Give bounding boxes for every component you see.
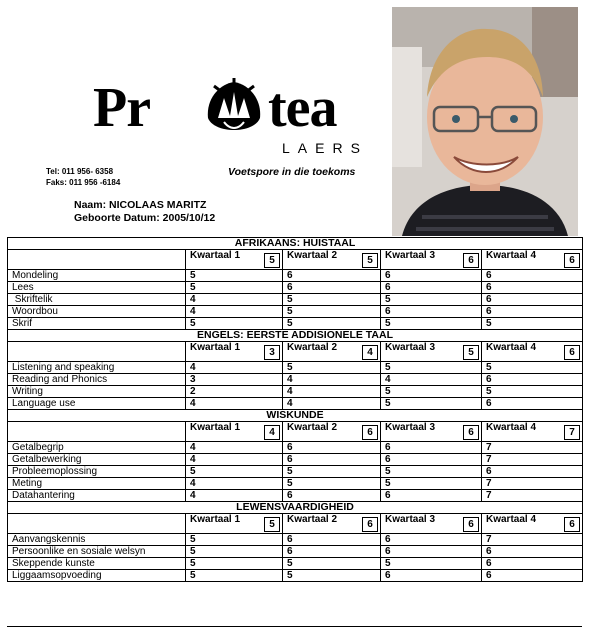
subject-row xyxy=(8,306,583,318)
quarter-score-box: 6 xyxy=(564,253,580,268)
quarter-score-box: 5 xyxy=(463,345,479,360)
quarter-label: Kwartaal 2 xyxy=(287,250,338,261)
header-blank-cell xyxy=(8,250,186,270)
mark-cell: 5 xyxy=(381,466,482,478)
quarter-label: Kwartaal 4 xyxy=(486,422,537,433)
school-subtitle: LAERS xyxy=(282,140,368,156)
mark-cell: 5 xyxy=(186,570,283,582)
quarter-header-cell xyxy=(283,514,381,534)
mark-cell: 5 xyxy=(381,318,482,330)
quarter-header-cell xyxy=(381,514,482,534)
mark-cell: 5 xyxy=(283,478,381,490)
mark-cell: 4 xyxy=(186,306,283,318)
subject-name: Reading and Phonics xyxy=(8,374,186,386)
mark-cell: 4 xyxy=(186,490,283,502)
mark-cell: 6 xyxy=(283,282,381,294)
subject-row xyxy=(8,490,583,502)
subject-row xyxy=(8,442,583,454)
mark-cell: 7 xyxy=(482,490,583,502)
fax-number: Faks: 011 956 -6184 xyxy=(46,178,121,187)
quarter-header-cell xyxy=(381,342,482,362)
mark-cell: 7 xyxy=(482,442,583,454)
quarter-header-cell xyxy=(186,250,283,270)
subject-name: Getalbegrip xyxy=(8,442,186,454)
subject-row xyxy=(8,454,583,466)
subject-row xyxy=(8,362,583,374)
mark-cell: 6 xyxy=(482,398,583,410)
section-title: LEWENSVAARDIGHEID xyxy=(8,502,583,514)
mark-cell: 5 xyxy=(381,294,482,306)
student-name: Naam: NICOLAAS MARITZ xyxy=(74,199,207,211)
student-portrait-image xyxy=(392,7,578,236)
quarter-score-box: 6 xyxy=(564,345,580,360)
quarter-header-row xyxy=(8,250,583,270)
mark-cell: 6 xyxy=(482,558,583,570)
subject-name: Skriftelik xyxy=(8,294,186,306)
mark-cell: 6 xyxy=(381,282,482,294)
mark-cell: 6 xyxy=(482,546,583,558)
quarter-label: Kwartaal 3 xyxy=(385,250,436,261)
subject-row xyxy=(8,478,583,490)
student-photo xyxy=(392,7,578,236)
quarter-header-row xyxy=(8,422,583,442)
quarter-header-cell xyxy=(186,514,283,534)
mark-cell: 5 xyxy=(283,466,381,478)
mark-cell: 6 xyxy=(283,546,381,558)
quarter-header-cell xyxy=(482,342,583,362)
quarter-score-box: 6 xyxy=(362,425,378,440)
mark-cell: 6 xyxy=(381,306,482,318)
mark-cell: 6 xyxy=(482,294,583,306)
mark-cell: 4 xyxy=(186,398,283,410)
mark-cell: 5 xyxy=(283,306,381,318)
subject-name: Persoonlike en sosiale welsyn xyxy=(8,546,186,558)
quarter-label: Kwartaal 2 xyxy=(287,342,338,353)
subject-row xyxy=(8,294,583,306)
subject-name: Liggaamsopvoeding xyxy=(8,570,186,582)
mark-cell: 5 xyxy=(482,362,583,374)
section-title-row xyxy=(8,330,583,342)
subject-row xyxy=(8,558,583,570)
header-blank-cell xyxy=(8,422,186,442)
subject-name: Probleemoplossing xyxy=(8,466,186,478)
mark-cell: 6 xyxy=(381,454,482,466)
subject-name: Listening and speaking xyxy=(8,362,186,374)
subject-name: Meting xyxy=(8,478,186,490)
subject-name: Language use xyxy=(8,398,186,410)
mark-cell: 5 xyxy=(381,362,482,374)
mark-cell: 6 xyxy=(381,570,482,582)
mark-cell: 6 xyxy=(283,442,381,454)
header-blank-cell xyxy=(8,514,186,534)
quarter-header-cell xyxy=(186,422,283,442)
mark-cell: 7 xyxy=(482,454,583,466)
subject-row xyxy=(8,386,583,398)
quarter-label: Kwartaal 4 xyxy=(486,342,537,353)
quarter-label: Kwartaal 1 xyxy=(190,422,241,433)
mark-cell: 5 xyxy=(381,558,482,570)
subject-row xyxy=(8,282,583,294)
mark-cell: 2 xyxy=(186,386,283,398)
mark-cell: 5 xyxy=(283,558,381,570)
quarter-header-cell xyxy=(283,422,381,442)
mark-cell: 6 xyxy=(381,534,482,546)
quarter-score-box: 6 xyxy=(463,517,479,532)
mark-cell: 5 xyxy=(381,478,482,490)
section-title: ENGELS: EERSTE ADDISIONELE TAAL xyxy=(8,330,583,342)
mark-cell: 4 xyxy=(186,362,283,374)
subject-name: Skrif xyxy=(8,318,186,330)
mark-cell: 6 xyxy=(482,306,583,318)
protea-flower-icon xyxy=(200,78,268,142)
mark-cell: 6 xyxy=(283,454,381,466)
mark-cell: 5 xyxy=(283,570,381,582)
mark-cell: 4 xyxy=(186,454,283,466)
mark-cell: 5 xyxy=(283,318,381,330)
quarter-header-cell xyxy=(381,422,482,442)
subject-name: Datahantering xyxy=(8,490,186,502)
quarter-label: Kwartaal 3 xyxy=(385,422,436,433)
mark-cell: 5 xyxy=(283,362,381,374)
quarter-score-box: 4 xyxy=(362,345,378,360)
quarter-label: Kwartaal 2 xyxy=(287,514,338,525)
header-blank-cell xyxy=(8,342,186,362)
subject-row xyxy=(8,534,583,546)
quarter-label: Kwartaal 1 xyxy=(190,250,241,261)
section-title-row xyxy=(8,238,583,250)
mark-cell: 3 xyxy=(186,374,283,386)
mark-cell: 5 xyxy=(186,546,283,558)
student-info xyxy=(74,199,215,225)
quarter-score-box: 6 xyxy=(463,425,479,440)
mark-cell: 6 xyxy=(482,282,583,294)
quarter-score-box: 7 xyxy=(564,425,580,440)
subject-name: Getalbewerking xyxy=(8,454,186,466)
section-title-row xyxy=(8,502,583,514)
quarter-score-box: 5 xyxy=(264,517,280,532)
quarter-label: Kwartaal 1 xyxy=(190,514,241,525)
mark-cell: 6 xyxy=(381,442,482,454)
section-title: WISKUNDE xyxy=(8,410,583,422)
mark-cell: 5 xyxy=(482,318,583,330)
phone-number: Tel: 011 956- 6358 xyxy=(46,167,114,176)
mark-cell: 6 xyxy=(381,270,482,282)
quarter-label: Kwartaal 2 xyxy=(287,422,338,433)
mark-cell: 7 xyxy=(482,534,583,546)
mark-cell: 7 xyxy=(482,478,583,490)
subject-name: Woordbou xyxy=(8,306,186,318)
quarter-header-cell xyxy=(482,422,583,442)
quarter-label: Kwartaal 3 xyxy=(385,514,436,525)
mark-cell: 5 xyxy=(186,318,283,330)
mark-cell: 5 xyxy=(482,386,583,398)
mark-cell: 6 xyxy=(482,374,583,386)
logo-text-start: Pr xyxy=(93,77,151,139)
quarter-header-cell xyxy=(482,250,583,270)
mark-cell: 4 xyxy=(186,442,283,454)
mark-cell: 5 xyxy=(381,398,482,410)
school-motto: Voetspore in die toekoms xyxy=(228,166,356,178)
subject-row xyxy=(8,270,583,282)
subject-row xyxy=(8,570,583,582)
quarter-header-cell xyxy=(381,250,482,270)
quarter-header-row xyxy=(8,342,583,362)
subject-name: Writing xyxy=(8,386,186,398)
quarter-header-row xyxy=(8,514,583,534)
quarter-header-cell xyxy=(482,514,583,534)
subject-name: Aanvangskennis xyxy=(8,534,186,546)
mark-cell: 5 xyxy=(186,466,283,478)
quarter-score-box: 5 xyxy=(264,253,280,268)
subject-name: Lees xyxy=(8,282,186,294)
mark-cell: 6 xyxy=(381,490,482,502)
subject-name: Skeppende kunste xyxy=(8,558,186,570)
quarter-score-box: 6 xyxy=(362,517,378,532)
mark-cell: 5 xyxy=(381,386,482,398)
mark-cell: 6 xyxy=(482,570,583,582)
mark-cell: 5 xyxy=(186,282,283,294)
quarter-score-box: 3 xyxy=(264,345,280,360)
subject-row xyxy=(8,546,583,558)
mark-cell: 6 xyxy=(283,534,381,546)
mark-cell: 4 xyxy=(381,374,482,386)
student-dob: Geboorte Datum: 2005/10/12 xyxy=(74,212,216,224)
logo-text-end: tea xyxy=(268,77,337,139)
quarter-score-box: 5 xyxy=(362,253,378,268)
subject-row xyxy=(8,466,583,478)
quarter-header-cell xyxy=(283,342,381,362)
subject-row xyxy=(8,374,583,386)
mark-cell: 5 xyxy=(186,270,283,282)
subject-row xyxy=(8,398,583,410)
section-title-row xyxy=(8,410,583,422)
mark-cell: 4 xyxy=(283,374,381,386)
bottom-rule xyxy=(7,626,582,627)
quarter-header-cell xyxy=(186,342,283,362)
mark-cell: 5 xyxy=(283,294,381,306)
mark-cell: 5 xyxy=(186,558,283,570)
report-table xyxy=(7,237,583,582)
mark-cell: 5 xyxy=(186,534,283,546)
quarter-score-box: 6 xyxy=(463,253,479,268)
quarter-header-cell xyxy=(283,250,381,270)
quarter-score-box: 4 xyxy=(264,425,280,440)
quarter-label: Kwartaal 1 xyxy=(190,342,241,353)
mark-cell: 4 xyxy=(186,294,283,306)
mark-cell: 6 xyxy=(283,270,381,282)
subject-name: Mondeling xyxy=(8,270,186,282)
mark-cell: 6 xyxy=(381,546,482,558)
section-title: AFRIKAANS: HUISTAAL xyxy=(8,238,583,250)
mark-cell: 6 xyxy=(283,490,381,502)
mark-cell: 4 xyxy=(283,386,381,398)
quarter-label: Kwartaal 4 xyxy=(486,250,537,261)
mark-cell: 6 xyxy=(482,270,583,282)
quarter-label: Kwartaal 3 xyxy=(385,342,436,353)
contact-info xyxy=(46,166,120,188)
quarter-label: Kwartaal 4 xyxy=(486,514,537,525)
quarter-score-box: 6 xyxy=(564,517,580,532)
report-body xyxy=(8,238,583,582)
mark-cell: 4 xyxy=(283,398,381,410)
mark-cell: 4 xyxy=(186,478,283,490)
subject-row xyxy=(8,318,583,330)
mark-cell: 6 xyxy=(482,466,583,478)
